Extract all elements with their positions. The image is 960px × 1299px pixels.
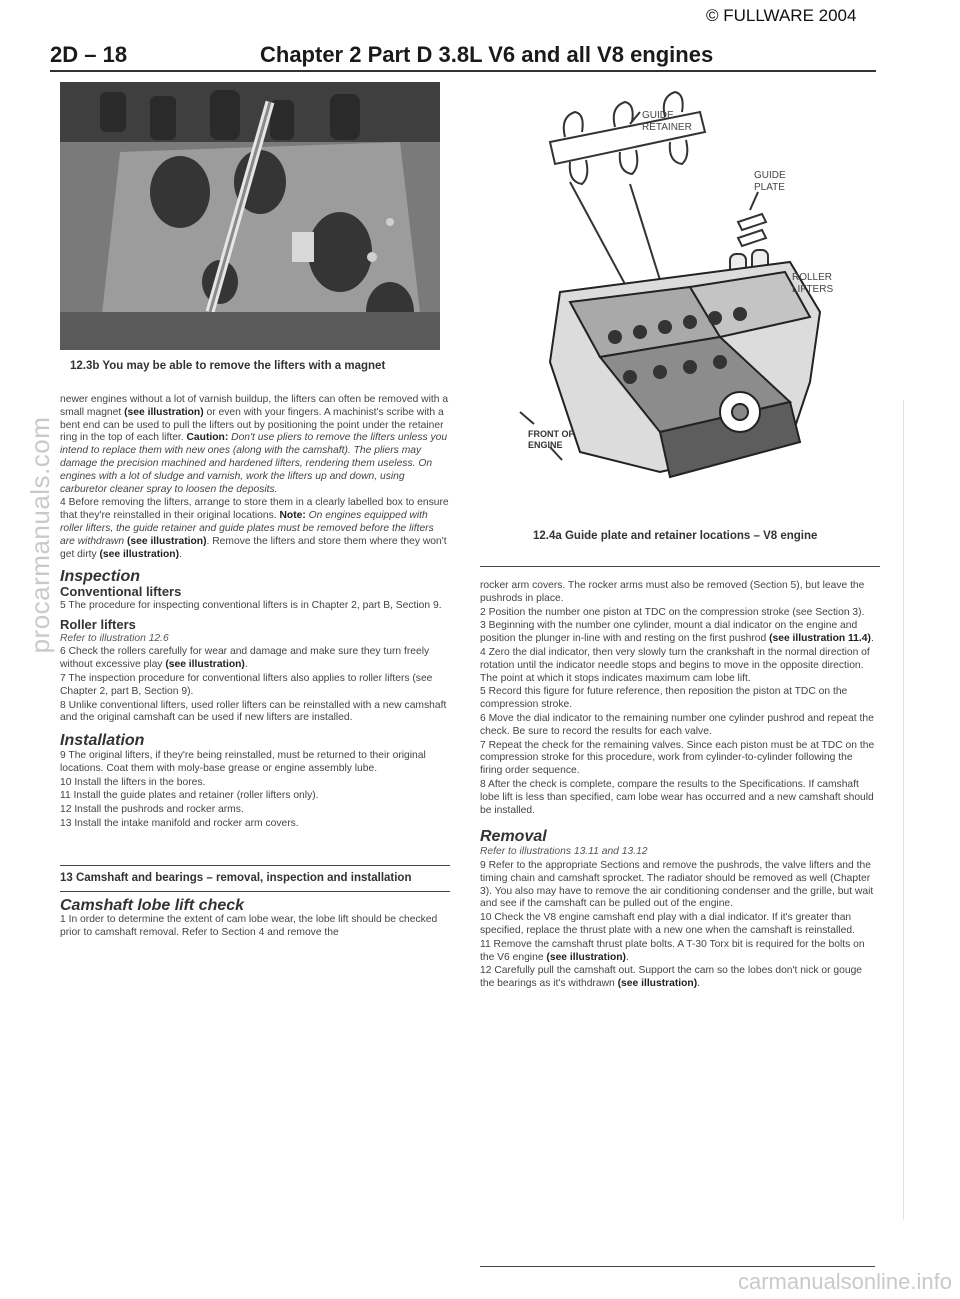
label-front-of-engine-2: ENGINE: [528, 440, 563, 450]
paragraph-13: 13 Install the intake manifold and rocker arm covers.: [60, 817, 299, 829]
paragraph-r12: 12 Carefully pull the camshaft out. Support the cam so the lobes don't nick or gouge the bearings as it's withdrawn (see illustration).: [480, 965, 863, 990]
heading-inspection: Inspection: [60, 568, 141, 586]
section-13-title: 13 Camshaft and bearings – removal, inspection and installation: [60, 871, 412, 884]
paragraph-r5: 5 Record this figure for future reference, then reposition the piston at TDC on the compression stroke.: [480, 686, 848, 711]
paragraph-continued: rocker arm covers. The rocker arms must also be removed (Section 5), but leave the pushrods in place.: [480, 580, 865, 604]
paragraph-r3: 3 Beginning with the number one cylinder, mount a dial indicator on the engine and position the plunger in-line with and resting on the first pushrod (see illustration 11.4).: [480, 620, 874, 645]
paragraph-r11: 11 Remove the camshaft thrust plate bolts. A T-30 Torx bit is required for the bolts on the V6 engine (see illustration).: [480, 938, 865, 963]
page-number: 2D – 18: [50, 42, 128, 67]
bottom-rule: [480, 1266, 875, 1267]
lifter-magnet-photo: [60, 82, 440, 350]
label-guide-retainer-1: GUIDE: [642, 110, 674, 121]
removal-reference: Refer to illustrations 13.11 and 13.12: [480, 846, 648, 858]
label-roller-lifters-1: ROLLER: [792, 272, 833, 283]
photo-caption: 12.3b You may be able to remove the lifters with a magnet: [70, 360, 386, 372]
paragraph-11: 11 Install the guide plates and retainer (roller lifters only).: [60, 790, 319, 802]
paragraph-8: 8 Unlike conventional lifters, used roller lifters can be reinstalled with a new camshaft and the original camshaft can be used if new lifters are installed.: [60, 699, 447, 724]
right-column: [480, 580, 875, 992]
section-rule-bottom: [60, 891, 450, 892]
label-guide-plate-2: PLATE: [754, 182, 785, 193]
guide-plate-diagram: [490, 82, 860, 502]
photo-illustration: [60, 82, 440, 350]
heading-conventional-lifters: Conventional lifters: [60, 584, 182, 600]
paragraph-4: 4 Before removing the lifters, arrange to store them in a clearly labelled box to ensure that they're reinstalled in their original locations. Note: On engines equipped with roller lifters, the guide retainer and guide plates must be removed before the lifters are withdrawn (see illustration). Remove the lifters and store them where they won't get dirty (see illustration).: [60, 497, 449, 560]
roller-reference: Refer to illustration 12.6: [60, 632, 169, 644]
diagram-caption: 12.4a Guide plate and retainer locations – V8 engine: [533, 530, 818, 542]
paragraph-9: 9 The original lifters, if they're being reinstalled, must be returned to their original locations. Coat them with moly-base grease or engine assembly lube.: [60, 749, 426, 774]
chapter-title: Chapter 2 Part D 3.8L V6 and all V8 engines: [260, 42, 714, 67]
paragraph-7: 7 The inspection procedure for conventional lifters also applies to roller lifters (see Chapter 2, part B, Section 9).: [60, 672, 433, 697]
header-rule: [50, 70, 876, 72]
paragraph-6: 6 Check the rollers carefully for wear and damage and make sure they turn freely without excessive play (see illustration).: [60, 646, 430, 671]
paragraph-r9: 9 Refer to the appropriate Sections and remove the pushrods, the valve lifters and the timing chain and camshaft sprocket. The radiator should be removed as well (Chapter 3). You also may have to remove the air conditioning condenser and the grille, but wait and see if the camshaft can be pulled out of the engine.: [480, 859, 874, 910]
paragraph-r4: 4 Zero the dial indicator, then very slowly turn the crankshaft in the normal direction of rotation until the indicator needle stops and begins to move in the opposite direction. The point at which it stops indicates maximum cam lobe lift.: [480, 646, 870, 684]
label-guide-plate-1: GUIDE: [754, 170, 786, 181]
paragraph-r8: 8 After the check is complete, compare the results to the Specifications. If camshaft lobe lift is less than specified, cam lobe wear has occurred and a new camshaft should be installed.: [480, 778, 874, 816]
left-column: [60, 394, 450, 941]
paragraph-12: 12 Install the pushrods and rocker arms.: [60, 804, 244, 816]
page-header: [50, 20, 876, 70]
paragraph-1: 1 In order to determine the extent of cam lobe wear, the lobe lift should be checked prior to camshaft removal. Refer to Section 4 and remove the: [60, 914, 438, 939]
right-margin-line: [903, 400, 904, 1220]
heading-roller-lifters: Roller lifters: [60, 616, 136, 632]
side-watermark: procarmanuals.com: [25, 416, 55, 654]
paragraph-r6: 6 Move the dial indicator to the remaining number one cylinder pushrod and repeat the check. Be sure to record the results for each valve.: [480, 712, 874, 737]
paragraph-r10: 10 Check the V8 engine camshaft end play with a dial indicator. If it's greater than specified, replace the thrust plate with a new one when the camshaft is reinstalled.: [480, 912, 855, 936]
paragraph-10: 10 Install the lifters in the bores.: [60, 776, 206, 788]
diagram-rule: [480, 566, 880, 567]
section-rule: [60, 865, 450, 866]
bottom-watermark: carmanualsonline.info: [737, 1269, 952, 1294]
paragraph-r2: 2 Position the number one piston at TDC on the compression stroke (see Section 3).: [480, 606, 865, 618]
label-guide-retainer-2: RETAINER: [642, 122, 692, 133]
label-roller-lifters-2: LIFTERS: [792, 284, 834, 295]
engine-diagram: [490, 82, 860, 502]
paragraph-intro: newer engines without a lot of varnish buildup, the lifters can often be removed with a small magnet (see illustration) or even with your fingers. A machinist's scribe with a bent end can be used to pull the lifters out by positioning the point under the retainer ring in the top of each lifter. Caution: Don't use pliers to remove the lifters unless you intend to replace them with new ones (along with the camshaft). The pliers may damage the precision machined and hardened lifters, rendering them useless. On engines with a lot of sludge and varnish, work the lifters up and down, using carburetor cleaner spray to loosen the deposits.: [60, 394, 449, 495]
heading-removal: Removal: [480, 828, 547, 846]
copyright-notice: © FULLWARE 2004: [706, 6, 857, 25]
heading-installation: Installation: [60, 732, 145, 750]
label-front-of-engine-1: FRONT OF: [528, 429, 574, 439]
heading-lobe-lift: Camshaft lobe lift check: [60, 896, 245, 914]
paragraph-r7: 7 Repeat the check for the remaining valves. Since each piston must be at TDC on the compression stroke for this procedure, work from cylinder-to-cylinder following the firing order sequence.: [480, 739, 875, 777]
paragraph-5: 5 The procedure for inspecting conventional lifters is in Chapter 2, part B, Section 9.: [60, 599, 442, 611]
